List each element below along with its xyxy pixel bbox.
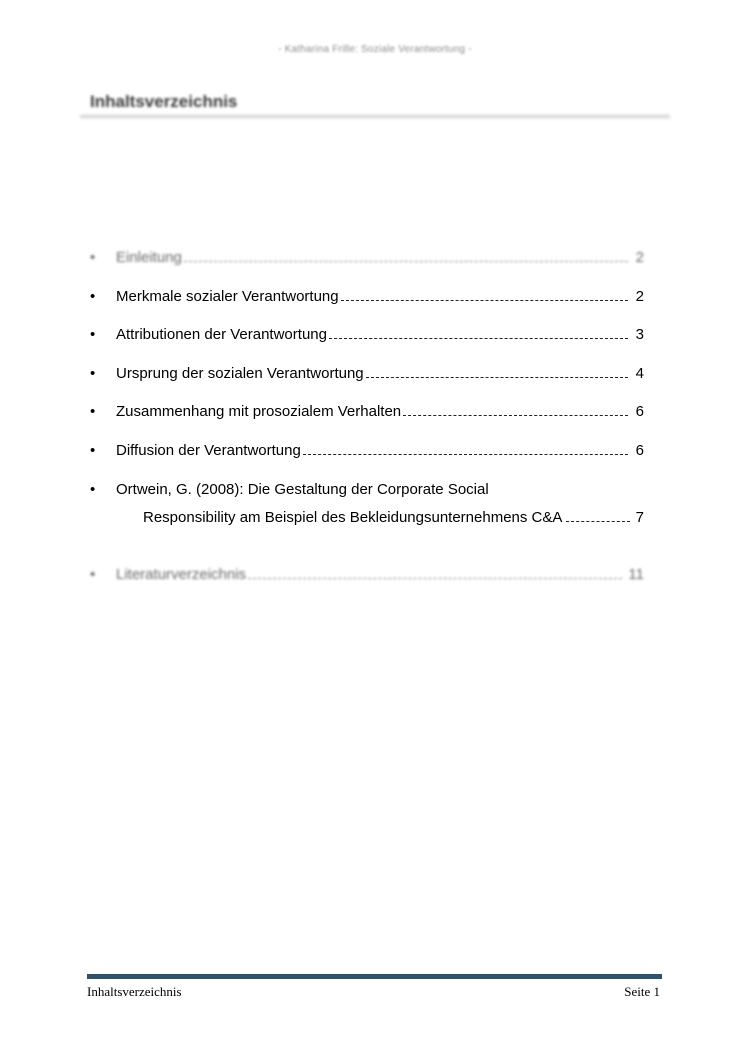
- toc-entry-label-line1: Ortwein, G. (2008): Die Gestaltung der Corporate Social: [116, 481, 489, 498]
- dot-leader: [329, 337, 628, 339]
- bullet: •: [90, 288, 96, 305]
- toc-entry-page: 6: [635, 403, 644, 420]
- bullet: •: [90, 442, 96, 459]
- dot-leader: [341, 299, 628, 301]
- toc-heading: Inhaltsverzeichnis: [90, 92, 238, 111]
- footer-page-number: Seite 1: [624, 984, 660, 999]
- toc-entry-label: Attributionen der Verantwortung: [116, 326, 327, 343]
- toc-entry-label: Zusammenhang mit prosozialem Verhalten: [116, 403, 402, 420]
- dot-leader: [403, 414, 628, 416]
- dot-leader: [566, 520, 629, 522]
- dot-leader: [366, 376, 628, 378]
- toc-entry-zusammenhang[interactable]: [90, 403, 644, 425]
- bullet: •: [90, 481, 96, 498]
- dot-leader: [184, 260, 628, 262]
- toc-entry-ortwein[interactable]: [90, 481, 644, 527]
- footer-section-title: Inhaltsverzeichnis: [87, 984, 182, 999]
- toc-entry-page: 2: [635, 288, 644, 305]
- toc-entry-label: Einleitung: [116, 249, 182, 266]
- bullet: •: [90, 566, 96, 583]
- toc-entry-ursprung[interactable]: [90, 365, 644, 387]
- toc-entry-label: Diffusion der Verantwortung: [116, 442, 301, 459]
- bullet: •: [90, 249, 96, 266]
- toc-entry-attributionen[interactable]: [90, 326, 644, 348]
- bullet: •: [90, 365, 96, 382]
- dot-leader: [248, 577, 622, 579]
- toc-entry-merkmale[interactable]: [90, 288, 644, 310]
- toc-entry-label: Literaturverzeichnis: [116, 566, 247, 583]
- running-header: - Katharina Frille: Soziale Verantwortung -: [278, 44, 472, 55]
- toc-entry-page: 11: [628, 566, 644, 583]
- dot-leader: [303, 453, 628, 455]
- toc-entry-diffusion[interactable]: [90, 442, 644, 464]
- toc-entry-label: Ursprung der sozialen Verantwortung: [116, 365, 364, 382]
- heading-underline: [80, 115, 670, 118]
- toc-entry-page: 6: [635, 442, 644, 459]
- toc-entry-page: 7: [635, 509, 644, 526]
- toc-entry-page: 3: [635, 326, 644, 343]
- toc-entry-page: 2: [635, 249, 644, 266]
- toc-entry-literaturverzeichnis[interactable]: [90, 566, 644, 588]
- bullet: •: [90, 403, 96, 420]
- toc-entry-label: Merkmale sozialer Verantwortung: [116, 288, 339, 305]
- toc-entry-label-line2: Responsibility am Beispiel des Bekleidungsunternehmens C&A: [143, 509, 563, 526]
- footer-rule: [87, 974, 662, 979]
- toc-entry-page: 4: [635, 365, 644, 382]
- toc-entry-einleitung[interactable]: [90, 249, 644, 271]
- bullet: •: [90, 326, 96, 343]
